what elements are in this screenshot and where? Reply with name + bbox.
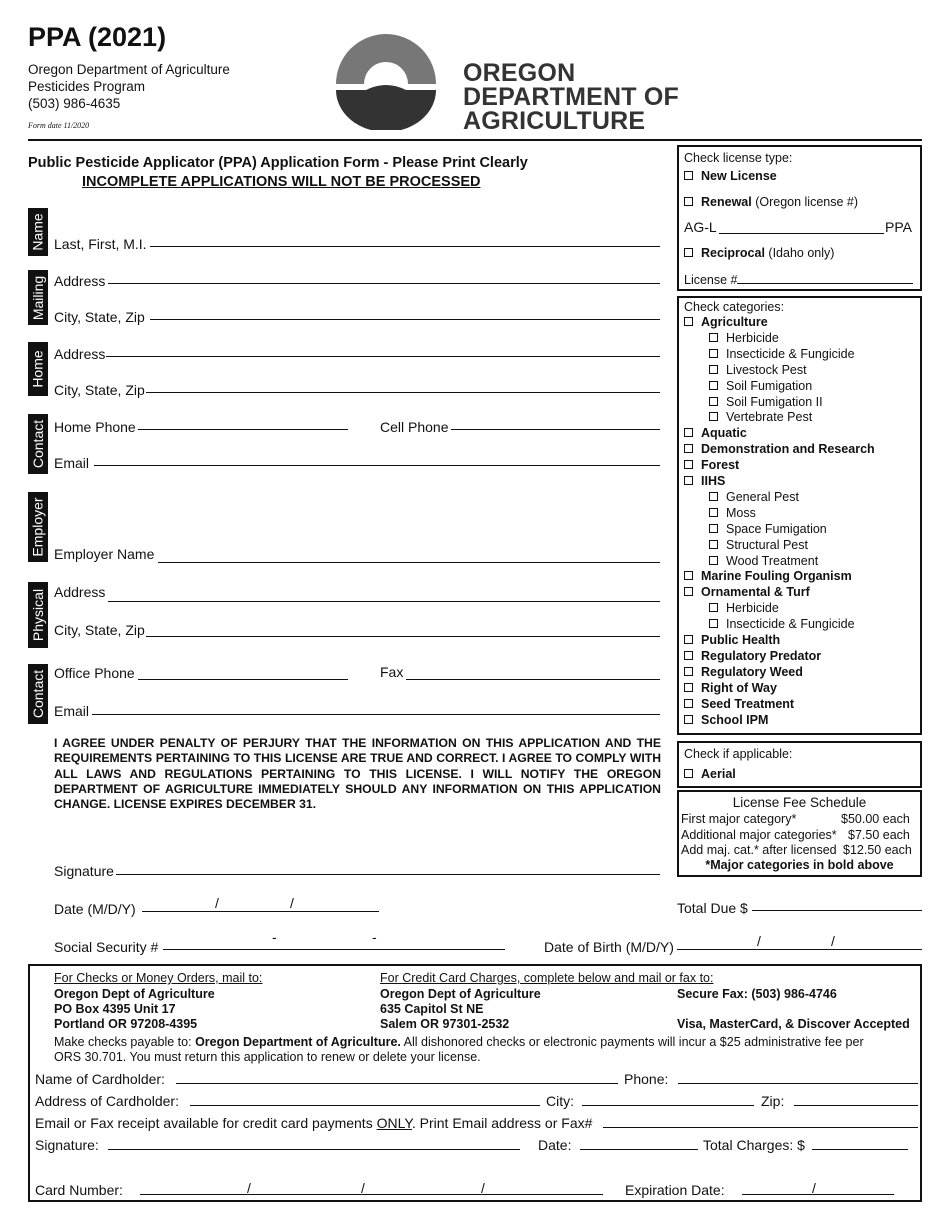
section-tab-name: Name bbox=[28, 208, 48, 256]
category-checkbox[interactable] bbox=[684, 713, 768, 727]
category-label: Ornamental & Turf bbox=[701, 585, 810, 600]
receipt-label: Email or Fax receipt available for credit card payments ONLY. Print Email address or Fax# bbox=[35, 1115, 593, 1131]
payable-note: Make checks payable to: Oregon Department of Agriculture. All dishonored checks or electronic payments will incur a $25 administrative fee per bbox=[54, 1035, 864, 1049]
fee-row-1-label: First major category* bbox=[681, 812, 797, 826]
fee-row-3-label: Add maj. cat.* after licensed bbox=[681, 843, 837, 857]
email-2-input[interactable] bbox=[92, 714, 660, 715]
cc-date-input[interactable] bbox=[580, 1149, 698, 1150]
payable-note-2: ORS 30.701. You must return this application to renew or delete your license. bbox=[54, 1050, 481, 1064]
category-label: Right of Way bbox=[701, 680, 777, 695]
category-checkbox[interactable] bbox=[684, 569, 852, 583]
total-charges-input[interactable] bbox=[812, 1149, 908, 1150]
category-checkbox[interactable] bbox=[684, 649, 821, 663]
category-checkbox[interactable] bbox=[684, 697, 794, 711]
home-city-label: City, State, Zip bbox=[54, 382, 145, 398]
category-label: Soil Fumigation bbox=[726, 378, 813, 393]
category-checkbox[interactable] bbox=[709, 554, 818, 568]
category-label: Livestock Pest bbox=[726, 362, 807, 377]
category-label: Public Health bbox=[701, 633, 781, 647]
total-due-input[interactable] bbox=[752, 910, 922, 911]
category-label: Wood Treatment bbox=[726, 553, 819, 568]
category-label: Regulatory Weed bbox=[701, 664, 803, 679]
checks-address-1: Oregon Dept of Agriculture bbox=[54, 987, 215, 1001]
date-label: Date (M/D/Y) bbox=[54, 901, 136, 917]
section-tab-mailing: Mailing bbox=[28, 270, 48, 325]
dob-input[interactable] bbox=[677, 949, 922, 950]
checks-address-2: PO Box 4395 Unit 17 bbox=[54, 1002, 176, 1016]
category-label: Marine Fouling Organism bbox=[701, 569, 852, 584]
cc-address-2: 635 Capitol St NE bbox=[380, 1002, 484, 1016]
total-charges-label: Total Charges: $ bbox=[703, 1137, 805, 1153]
cards-accepted: Visa, MasterCard, & Discover Accepted bbox=[677, 1017, 910, 1031]
category-checkbox[interactable] bbox=[709, 331, 779, 345]
email-2-label: Email bbox=[54, 703, 90, 719]
card-slash-1: / bbox=[247, 1180, 251, 1196]
cc-address-3: Salem OR 97301-2532 bbox=[380, 1017, 510, 1031]
fee-row-2-value: $7.50 each bbox=[848, 828, 910, 842]
checkbox-icon[interactable] bbox=[709, 381, 718, 390]
section-tab-physical: Physical bbox=[28, 582, 48, 648]
checkbox-icon[interactable] bbox=[684, 460, 693, 469]
cardholder-address-label: Address of Cardholder: bbox=[35, 1093, 179, 1109]
category-label: Herbicide bbox=[726, 601, 779, 616]
checkbox-icon[interactable] bbox=[684, 635, 693, 644]
category-label: Forest bbox=[701, 458, 740, 473]
aerial-checkbox[interactable]: Aerial bbox=[684, 767, 736, 781]
cardholder-city-label: City: bbox=[546, 1093, 574, 1109]
cc-signature-label: Signature: bbox=[35, 1137, 99, 1153]
category-checkbox[interactable] bbox=[709, 410, 812, 424]
checks-heading: For Checks or Money Orders, mail to: bbox=[54, 971, 263, 985]
mailing-city-input[interactable] bbox=[150, 319, 660, 320]
category-label: Insecticide & Fungicide bbox=[726, 617, 855, 632]
ssn-dash-2: - bbox=[372, 929, 377, 945]
receipt-input[interactable] bbox=[603, 1127, 918, 1128]
org-phone: (503) 986-4635 bbox=[28, 96, 121, 111]
category-checkbox[interactable] bbox=[709, 617, 855, 631]
form-title: Public Pesticide Applicator (PPA) Application Form - Please Print Clearly bbox=[28, 155, 528, 171]
expiration-slash: / bbox=[812, 1180, 816, 1196]
reciprocal-checkbox[interactable]: Reciprocal (Idaho only) bbox=[684, 246, 834, 260]
checkbox-icon[interactable] bbox=[684, 571, 693, 580]
email-input[interactable] bbox=[94, 465, 660, 466]
checkbox-icon[interactable] bbox=[684, 667, 693, 676]
card-number-input[interactable] bbox=[140, 1194, 603, 1195]
checkbox-icon[interactable] bbox=[684, 699, 693, 708]
fax-label: Fax bbox=[380, 664, 404, 680]
category-label: School IPM bbox=[701, 712, 769, 727]
license-num-input[interactable] bbox=[737, 283, 913, 284]
category-checkbox[interactable] bbox=[684, 474, 725, 488]
logo-line-1: OREGON bbox=[463, 59, 576, 87]
fee-row-3-value: $12.50 each bbox=[843, 843, 912, 857]
expiration-input[interactable] bbox=[742, 1194, 894, 1195]
form-date: Form date 11/2020 bbox=[28, 121, 90, 130]
employer-name-label: Employer Name bbox=[54, 546, 155, 562]
checkbox-icon[interactable] bbox=[684, 428, 693, 437]
cardholder-label: Name of Cardholder: bbox=[35, 1071, 165, 1087]
fax-input[interactable] bbox=[406, 679, 660, 680]
renewal-checkbox[interactable]: Renewal (Oregon license #) bbox=[684, 195, 858, 209]
date-slash-1: / bbox=[215, 895, 219, 911]
checkbox-icon[interactable] bbox=[709, 508, 718, 517]
checkbox-icon[interactable] bbox=[684, 444, 693, 453]
cardholder-input[interactable] bbox=[176, 1083, 618, 1084]
logo-line-2: DEPARTMENT OF bbox=[463, 83, 680, 111]
home-address-input[interactable] bbox=[106, 356, 660, 357]
total-due-label: Total Due $ bbox=[677, 900, 748, 916]
oda-logo-icon bbox=[330, 26, 442, 130]
category-checkbox[interactable] bbox=[709, 395, 823, 409]
secure-fax: Secure Fax: (503) 986-4746 bbox=[677, 987, 837, 1001]
section-tab-employer: Employer bbox=[28, 492, 48, 562]
category-checkbox[interactable] bbox=[709, 363, 807, 377]
cc-signature-input[interactable] bbox=[108, 1149, 520, 1150]
category-checkbox[interactable] bbox=[684, 458, 739, 472]
checkbox-icon[interactable] bbox=[709, 333, 718, 342]
cc-heading: For Credit Card Charges, complete below and mail or fax to: bbox=[380, 971, 714, 985]
ssn-label: Social Security # bbox=[54, 939, 159, 955]
home-phone-label: Home Phone bbox=[54, 419, 136, 435]
license-num-label: License # bbox=[684, 273, 738, 287]
cardholder-phone-input[interactable] bbox=[678, 1083, 918, 1084]
category-checkbox[interactable] bbox=[709, 490, 799, 504]
category-label: Regulatory Predator bbox=[701, 648, 822, 663]
form-code: PPA (2021) bbox=[28, 22, 167, 52]
physical-city-input[interactable] bbox=[146, 636, 660, 637]
card-number-label: Card Number: bbox=[35, 1182, 123, 1198]
category-checkbox[interactable] bbox=[684, 442, 875, 456]
category-label: Structural Pest bbox=[726, 537, 808, 552]
fee-note: *Major categories in bold above bbox=[705, 858, 894, 872]
category-label: Herbicide bbox=[726, 330, 779, 345]
email-label: Email bbox=[54, 455, 90, 471]
cardholder-zip-label: Zip: bbox=[761, 1093, 785, 1109]
category-checkbox[interactable] bbox=[684, 681, 777, 695]
cardholder-phone-label: Phone: bbox=[624, 1071, 669, 1087]
checkbox-icon[interactable] bbox=[709, 492, 718, 501]
checks-address-3: Portland OR 97208-4395 bbox=[54, 1017, 198, 1031]
mailing-address-input[interactable] bbox=[108, 283, 660, 284]
physical-address-input[interactable] bbox=[108, 601, 660, 602]
physical-city-label: City, State, Zip bbox=[54, 622, 145, 638]
checkbox-icon[interactable] bbox=[709, 412, 718, 421]
category-checkbox[interactable] bbox=[684, 426, 747, 440]
new-license-checkbox[interactable]: New License bbox=[684, 169, 777, 183]
name-label: Last, First, M.I. bbox=[54, 236, 147, 252]
section-tab-contact-2: Contact bbox=[28, 664, 48, 724]
fee-row-1-value: $50.00 each bbox=[841, 812, 910, 826]
checkbox-icon[interactable] bbox=[709, 349, 718, 358]
cardholder-address-input[interactable] bbox=[190, 1105, 540, 1106]
category-label: Agriculture bbox=[701, 315, 768, 329]
category-checkbox[interactable] bbox=[709, 347, 855, 361]
checkbox-icon[interactable] bbox=[709, 556, 718, 565]
office-phone-input[interactable] bbox=[138, 679, 348, 680]
cell-phone-label: Cell Phone bbox=[380, 419, 449, 435]
category-label: Soil Fumigation II bbox=[726, 394, 823, 409]
name-input[interactable] bbox=[150, 246, 660, 247]
category-label: General Pest bbox=[726, 489, 799, 504]
perjury-statement: I AGREE UNDER PENALTY OF PERJURY THAT THE INFORMATION ON THIS APPLICATION AND THE REQUIREMENTS PERTAINING TO THIS LICENSE ARE TRUE AND CORRECT. I AGREE TO COMPLY WITH ALL LAWS AND REGULATIONS PERTAINING TO THIS LICENSE. I WILL NOTIFY THE OREGON DEPARTMENT OF AGRICULTURE IMMEDIATELY SHOULD ANY INFORMATION ON THIS APPLICATION CHANGE. LICENSE EXPIRES DECEMBER 31. bbox=[54, 736, 661, 812]
home-phone-input[interactable] bbox=[138, 429, 348, 430]
category-checkbox[interactable] bbox=[684, 585, 810, 599]
category-checkbox[interactable] bbox=[684, 633, 780, 647]
home-address-label: Address bbox=[54, 346, 106, 362]
dob-slash-1: / bbox=[757, 933, 761, 949]
applicable-heading: Check if applicable: bbox=[684, 747, 793, 761]
header-divider bbox=[28, 139, 922, 141]
org-name: Oregon Department of Agriculture bbox=[28, 62, 230, 77]
signature-input[interactable] bbox=[116, 874, 660, 875]
category-label: Space Fumigation bbox=[726, 521, 827, 536]
section-tab-contact: Contact bbox=[28, 414, 48, 474]
cc-date-label: Date: bbox=[538, 1137, 572, 1153]
categories-heading: Check categories: bbox=[684, 300, 785, 314]
cardholder-zip-input[interactable] bbox=[794, 1105, 918, 1106]
cardholder-city-input[interactable] bbox=[582, 1105, 754, 1106]
checkbox-icon[interactable] bbox=[684, 587, 693, 596]
cc-address-1: Oregon Dept of Agriculture bbox=[380, 987, 541, 1001]
incomplete-warning: INCOMPLETE APPLICATIONS WILL NOT BE PROCESSED bbox=[82, 174, 481, 190]
category-label: IIHS bbox=[701, 474, 726, 488]
date-input[interactable] bbox=[142, 911, 379, 912]
category-checkbox[interactable] bbox=[684, 315, 768, 329]
org-program: Pesticides Program bbox=[28, 79, 146, 94]
ssn-input[interactable] bbox=[163, 949, 505, 950]
category-checkbox[interactable] bbox=[709, 538, 808, 552]
checkbox-icon[interactable] bbox=[709, 540, 718, 549]
category-checkbox[interactable] bbox=[709, 506, 756, 520]
employer-name-input[interactable] bbox=[158, 562, 660, 563]
checkbox-icon[interactable] bbox=[709, 365, 718, 374]
expiration-label: Expiration Date: bbox=[625, 1182, 725, 1198]
ssn-dash-1: - bbox=[272, 929, 277, 945]
dob-slash-2: / bbox=[831, 933, 835, 949]
ppa-suffix: PPA bbox=[885, 219, 912, 235]
category-label: Insecticide & Fungicide bbox=[726, 346, 855, 361]
ag-prefix: AG-L bbox=[684, 219, 717, 235]
card-slash-2: / bbox=[361, 1180, 365, 1196]
signature-label: Signature bbox=[54, 863, 114, 879]
card-slash-3: / bbox=[481, 1180, 485, 1196]
category-label: Aquatic bbox=[701, 426, 747, 441]
home-city-input[interactable] bbox=[146, 392, 660, 393]
license-type-heading: Check license type: bbox=[684, 151, 793, 165]
category-checkbox[interactable] bbox=[709, 522, 827, 536]
logo-line-3: AGRICULTURE bbox=[463, 107, 646, 135]
checkbox-icon[interactable] bbox=[709, 619, 718, 628]
license-type-box bbox=[677, 145, 922, 291]
category-label: Vertebrate Pest bbox=[726, 410, 813, 425]
category-label: Moss bbox=[726, 505, 756, 520]
physical-address-label: Address bbox=[54, 584, 106, 600]
fee-row-2-label: Additional major categories* bbox=[681, 828, 837, 842]
fee-schedule-title: License Fee Schedule bbox=[732, 795, 867, 810]
category-label: Seed Treatment bbox=[701, 696, 795, 711]
date-slash-2: / bbox=[290, 895, 294, 911]
office-phone-label: Office Phone bbox=[54, 665, 135, 681]
category-label: Demonstration and Research bbox=[701, 442, 875, 457]
renewal-license-input[interactable] bbox=[719, 233, 884, 234]
mailing-city-label: City, State, Zip bbox=[54, 309, 145, 325]
checkbox-icon[interactable] bbox=[684, 715, 693, 724]
checkbox-icon[interactable] bbox=[709, 397, 718, 406]
checkbox-icon[interactable] bbox=[709, 603, 718, 612]
section-tab-home: Home bbox=[28, 342, 48, 396]
mailing-address-label: Address bbox=[54, 273, 106, 289]
checkbox-icon[interactable] bbox=[709, 524, 718, 533]
cell-phone-input[interactable] bbox=[451, 429, 660, 430]
dob-label: Date of Birth (M/D/Y) bbox=[544, 939, 674, 955]
checkbox-icon[interactable] bbox=[684, 651, 693, 660]
checkbox-icon[interactable] bbox=[684, 476, 693, 485]
category-checkbox[interactable] bbox=[684, 665, 803, 679]
category-checkbox[interactable] bbox=[709, 379, 812, 393]
checkbox-icon[interactable] bbox=[684, 683, 693, 692]
checkbox-icon[interactable] bbox=[684, 317, 693, 326]
category-checkbox[interactable] bbox=[709, 601, 779, 615]
